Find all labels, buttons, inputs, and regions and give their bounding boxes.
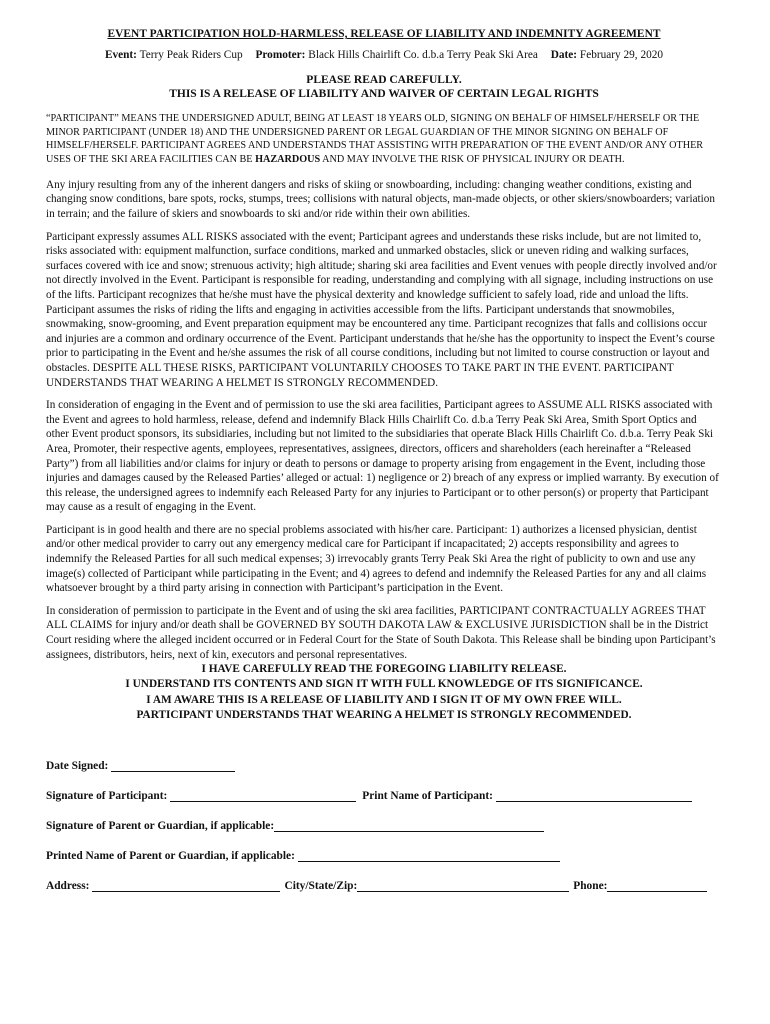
city-state-zip-label: City/State/Zip: bbox=[284, 880, 358, 893]
date-value: February 29, 2020 bbox=[579, 49, 664, 61]
release-document bbox=[46, 28, 722, 892]
phone-label: Phone: bbox=[573, 880, 608, 893]
date-label: Date: bbox=[550, 49, 578, 61]
signature-guardian-label: Signature of Parent or Guardian, if applicable: bbox=[46, 820, 275, 833]
participant-signature-field[interactable] bbox=[170, 789, 356, 802]
event-label: Event: bbox=[104, 49, 137, 61]
paragraph-governing-law: In consideration of permission to participate in the Event and of using the ski area facilities, PARTICIPANT CONTRACTUALLY AGREES THAT ALL CLAIMS for injury and/or death shall be GOVERNED BY SOUTH DAKOTA LAW & EXCLUSIVE JURISDICTION shall be in the District Court residing where the alleged incident occurred or in Federal Court for the State of South Dakota. This Release shall be binding upon Participant’s assignees, distributors, heirs, next of kin, executors and personal representatives. bbox=[46, 604, 716, 661]
definition-text-end: AND MAY INVOLVE THE RISK OF PHYSICAL INJURY OR DEATH. bbox=[320, 154, 625, 166]
guardian-signature-field[interactable] bbox=[274, 819, 544, 832]
date-signed-row bbox=[46, 742, 722, 772]
paragraph-assumption-of-risk: Participant expressly assumes ALL RISKS associated with the event; Participant agrees and understands these risks include, but are not limited to, risks associated with: equipment malfunction, surface conditions, marked and unmarked obstacles, slick or uneven riding and walking surfaces, surfaces covered with ice and snow; strenuous activity; high altitude; sharing ski area facilities and Event venues with people directly involved and/or not directly involved in the Event. Participant is responsible for reading, understanding and complying with all signage, including instructions on use of the lifts. Participant recognizes that he/she must have the physical dexterity and knowledge sufficient to safely load, ride and unload the lifts. Participant assumes the risks of riding the lifts and engaging in activities accessible from the lifts. Participant understands that snowmobiles, snowmaking, snow-grooming, and Event preparation equipment may be encountered any time. Participant recognizes that falls and collisions occur and injuries are a common and ordinary occurrence of the Event. Participant understands that he/she has the opportunity to inspect the Event’s course prior to participating in the Event and he/she assumes the risk of all course conditions, including but not limited to course construction or layout and obstacles. DESPITE ALL THESE RISKS, PARTICIPANT VOLUNTARILY CHOOSES TO TAKE PART IN THE EVENT. PARTICIPANT UNDERSTANDS THAT WEARING A HELMET IS STRONGLY RECOMMENDED. bbox=[46, 230, 717, 389]
paragraph-medical-and-publicity: Participant is in good health and there are no special problems associated with his/her care. Participant: 1) authorizes a licensed physician, dentist and/or other medical provider to carry out any emergency medical care for Participant if incapacitated; 2) accepts responsibility and agrees to indemnify the Released Parties for all such medical expenses; 3) irrevocably grants Terry Peak Ski Area the right of publicity to own and use any image(s) collected of Participant while participating in the Event; and 4) agrees to defend and indemnify the Released Parties for any and all claims whatsoever brought by a third party arising in connection with Participant’s participation in the Event. bbox=[46, 523, 707, 595]
acknowledgement-block bbox=[46, 662, 722, 723]
heading-line-2: THIS IS A RELEASE OF LIABILITY AND WAIVER OF CERTAIN LEGAL RIGHTS bbox=[169, 88, 599, 100]
promoter-value: Black Hills Chairlift Co. d.b.a Terry Peak Ski Area bbox=[308, 49, 538, 61]
date-signed-field[interactable] bbox=[111, 759, 235, 772]
paragraph-hold-harmless: In consideration of engaging in the Event and of permission to use the ski area facilities, Participant agrees to ASSUME ALL RISKS associated with the Event and agrees to hold harmless, release, defend and indemnify Black Hills Chairlift Co. d.b.a Terry Peak Ski Area, Smith Sport Optics and other Event product sponsors, its subsidiaries, including but not limited to the subsidiaries that operate Black Hills Chairlift Co. d.b.a. Terry Peak Ski Area, Promoter, their respective agents, employees, representatives, assignees, directors, officers and shareholders (each hereinafter a “Released Party”) from all liabilities and/or claims for injury or death to persons or damage to property arising from engagement in the Event, including those injuries and damages caused by the Released Parties’ alleged or actual: 1) negligence or 2) breach of any express or implied warranty. By execution of this release, the undersigned agrees to indemnify each Released Party for any injuries to Participant or to other person(s) or property that Participant may cause as a result of engaging in the Event. bbox=[46, 399, 719, 514]
participant-print-name-field[interactable] bbox=[496, 789, 692, 802]
date-signed-label: Date Signed: bbox=[46, 760, 109, 773]
address-label: Address: bbox=[46, 880, 90, 893]
signature-participant-label: Signature of Participant: bbox=[46, 790, 168, 803]
event-value: Terry Peak Riders Cup bbox=[139, 49, 243, 61]
definition-text: “PARTICIPANT” MEANS THE UNDERSIGNED ADULT, BEING AT LEAST 18 YEARS OLD, SIGNING ON BEHALF OF HIMSELF/HERSELF OR THE MINOR PARTICIPANT (UNDER 18) AND THE UNDERSIGNED PARENT OR LEGAL GUARDIAN OF THE MINOR SIGNING ON BEHALF OF HIMSELF/HERSELF. PARTICIPANT AGREES AND UNDERSTANDS THAT ASSISTING WITH PREPARATION OF THE EVENT AND/OR ANY OTHER USES OF THE SKI AREA FACILITIES CAN BE bbox=[46, 113, 704, 166]
printed-name-guardian-label: Printed Name of Parent or Guardian, if applicable: bbox=[46, 850, 295, 863]
ack-line-1: I HAVE CAREFULLY READ THE FOREGOING LIABILITY RELEASE. bbox=[201, 663, 567, 676]
hazardous-word: HAZARDOUS bbox=[255, 154, 321, 166]
address-field[interactable] bbox=[92, 879, 280, 892]
paragraph-inherent-risks: Any injury resulting from any of the inherent dangers and risks of skiing or snowboarding, including: changing weather conditions, existing and changing snow conditions, bare spots, rocks, stumps, trees; collisions with natural objects, man-made objects, or other skiers/snowboarders; variation in terrain; and the failure of skiers and snowboards to ski and/or ride within their own abilities. bbox=[46, 178, 715, 220]
city-state-zip-field[interactable] bbox=[357, 879, 569, 892]
guardian-signature-row bbox=[46, 802, 722, 832]
participant-signature-row bbox=[46, 772, 722, 802]
print-name-participant-label: Print Name of Participant: bbox=[362, 790, 493, 803]
document-title: EVENT PARTICIPATION HOLD-HARMLESS, RELEASE OF LIABILITY AND INDEMNITY AGREEMENT bbox=[107, 28, 661, 40]
ack-line-3: I AM AWARE THIS IS A RELEASE OF LIABILITY AND I SIGN IT OF MY OWN FREE WILL. bbox=[146, 693, 622, 706]
ack-line-4: PARTICIPANT UNDERSTANDS THAT WEARING A HELMET IS STRONGLY RECOMMENDED. bbox=[136, 708, 632, 721]
address-row bbox=[46, 862, 722, 892]
event-info-line bbox=[46, 49, 722, 61]
ack-line-2: I UNDERSTAND ITS CONTENTS AND SIGN IT WITH FULL KNOWLEDGE OF ITS SIGNIFICANCE. bbox=[125, 678, 643, 691]
phone-field[interactable] bbox=[607, 879, 707, 892]
guardian-printed-name-field[interactable] bbox=[298, 849, 560, 862]
participant-definition bbox=[46, 112, 722, 167]
promoter-label: Promoter: bbox=[255, 49, 306, 61]
heading-line-1: PLEASE READ CAREFULLY. bbox=[306, 74, 462, 86]
guardian-printed-name-row bbox=[46, 832, 722, 862]
read-carefully-heading bbox=[46, 73, 722, 101]
